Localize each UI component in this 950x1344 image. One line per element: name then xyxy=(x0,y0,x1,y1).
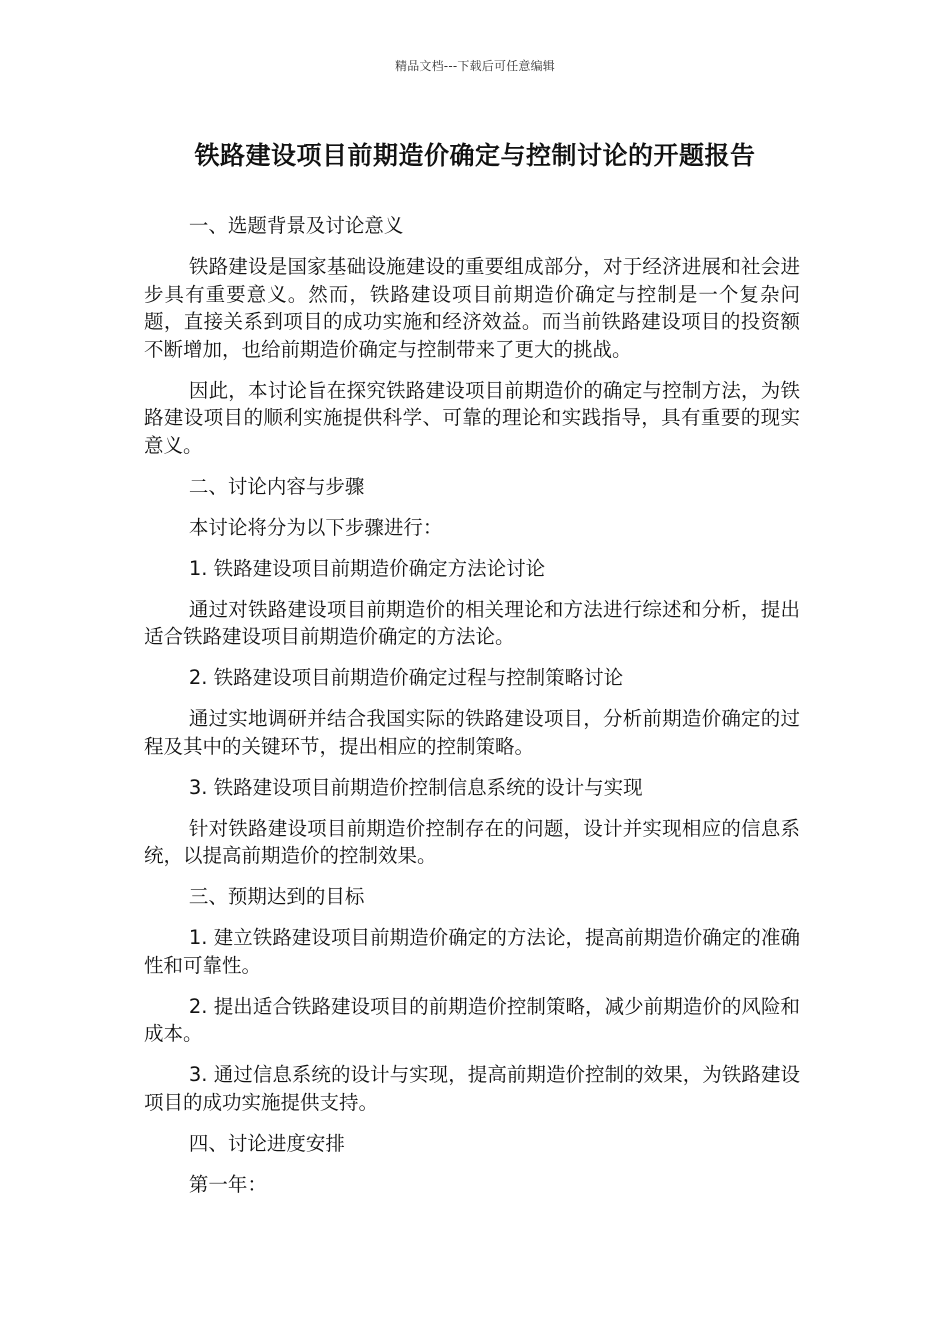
paragraph: 铁路建设是国家基础设施建设的重要组成部分，对于经济进展和社会进步具有重要意义。然而，铁路建设项目前期造价确定与控制是一个复杂问题，直接关系到项目的成功实施和经济效益。而当前铁路建设项目的投资额不断增加，也给前期造价确定与控制带来了更大的挑战。 xyxy=(144,255,800,361)
list-item: 3. 通过信息系统的设计与实现，提高前期造价控制的效果，为铁路建设项目的成功实施提供支持。 xyxy=(144,1063,800,1114)
document-body xyxy=(144,212,800,1212)
list-item: 3. 铁路建设项目前期造价控制信息系统的设计与实现 xyxy=(188,775,643,799)
section-heading-background: 一、选题背景及讨论意义 xyxy=(188,214,404,237)
paragraph: 第一年： xyxy=(188,1172,267,1196)
list-item: 1. 建立铁路建设项目前期造价确定的方法论，提高前期造价确定的准确性和可靠性。 xyxy=(144,926,800,977)
paragraph: 通过实地调研并结合我国实际的铁路建设项目，分析前期造价确定的过程及其中的关键环节，提出相应的控制策略。 xyxy=(144,707,800,758)
header-note: 精品文档---下载后可任意编辑 xyxy=(395,59,555,73)
paragraph: 因此，本讨论旨在探究铁路建设项目前期造价的确定与控制方法，为铁路建设项目的顺利实施提供科学、可靠的理论和实践指导，具有重要的现实意义。 xyxy=(144,378,800,457)
list-item: 2. 提出适合铁路建设项目的前期造价控制策略，减少前期造价的风险和成本。 xyxy=(144,994,800,1045)
paragraph: 通过对铁路建设项目前期造价的相关理论和方法进行综述和分析，提出适合铁路建设项目前期造价确定的方法论。 xyxy=(144,597,800,648)
section-heading-content: 二、讨论内容与步骤 xyxy=(188,474,365,498)
document-title: 铁路建设项目前期造价确定与控制讨论的开题报告 xyxy=(194,141,756,170)
list-item: 2. 铁路建设项目前期造价确定过程与控制策略讨论 xyxy=(188,666,624,689)
list-item: 1. 铁路建设项目前期造价确定方法论讨论 xyxy=(188,556,546,580)
section-heading-schedule: 四、讨论进度安排 xyxy=(188,1131,345,1155)
section-heading-goals: 三、预期达到的目标 xyxy=(188,885,365,908)
paragraph: 本讨论将分为以下步骤进行： xyxy=(188,515,443,539)
paragraph: 针对铁路建设项目前期造价控制存在的问题，设计并实现相应的信息系统，以提高前期造价的控制效果。 xyxy=(144,816,800,867)
